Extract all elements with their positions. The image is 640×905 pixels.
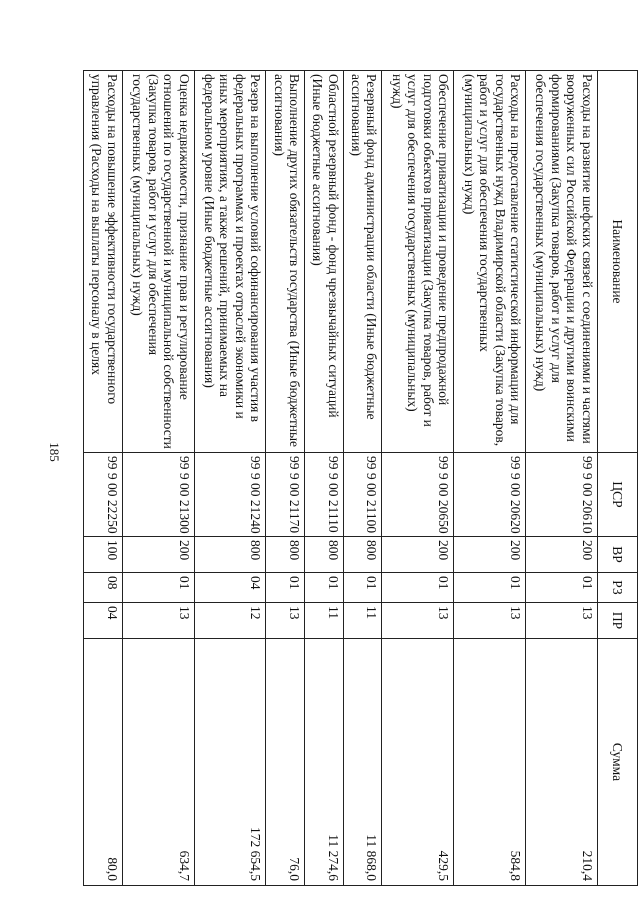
row-rz: 01 bbox=[343, 573, 382, 603]
row-sum: 584,8 bbox=[454, 639, 526, 886]
row-csr: 99 9 00 20650 bbox=[382, 453, 454, 537]
row-pr: 11 bbox=[343, 603, 382, 639]
page-number: 185 bbox=[47, 442, 62, 462]
row-pr: 12 bbox=[194, 603, 266, 639]
table-row bbox=[454, 71, 526, 886]
row-name: Областной резервный фонд - фонд чрезвычайных ситуаций (Иные бюджетные ассигнования) bbox=[305, 71, 344, 453]
row-vr: 800 bbox=[343, 537, 382, 573]
header-vr: ВР bbox=[598, 537, 638, 573]
row-sum: 76,0 bbox=[266, 639, 305, 886]
header-name: Наименование bbox=[598, 71, 638, 453]
row-pr: 13 bbox=[454, 603, 526, 639]
table-row bbox=[194, 71, 266, 886]
row-vr: 200 bbox=[454, 537, 526, 573]
row-sum: 210,4 bbox=[526, 639, 598, 886]
row-csr: 99 9 00 21170 bbox=[266, 453, 305, 537]
row-csr: 99 9 00 20620 bbox=[454, 453, 526, 537]
row-vr: 800 bbox=[266, 537, 305, 573]
row-vr: 200 bbox=[122, 537, 194, 573]
row-sum: 429,5 bbox=[382, 639, 454, 886]
budget-table bbox=[83, 70, 638, 886]
header-rz: РЗ bbox=[598, 573, 638, 603]
row-sum: 80,0 bbox=[84, 639, 123, 886]
row-csr: 99 9 00 21240 bbox=[194, 453, 266, 537]
table-header-row bbox=[598, 71, 638, 886]
row-rz: 01 bbox=[305, 573, 344, 603]
header-sum: Сумма bbox=[598, 639, 638, 886]
header-csr: ЦСР bbox=[598, 453, 638, 537]
row-rz: 01 bbox=[266, 573, 305, 603]
row-csr: 99 9 00 21300 bbox=[122, 453, 194, 537]
row-name: Оценка недвижимости, признание прав и регулирование отношений по государственной и муниципальной собственности (Закупка товаров, работ и услуг для обеспечения государственных (муниципальных) нужд) bbox=[122, 71, 194, 453]
row-rz: 04 bbox=[194, 573, 266, 603]
row-pr: 13 bbox=[526, 603, 598, 639]
row-sum: 11 868,0 bbox=[343, 639, 382, 886]
table-row bbox=[526, 71, 598, 886]
table-row bbox=[122, 71, 194, 886]
row-rz: 08 bbox=[84, 573, 123, 603]
row-csr: 99 9 00 22250 bbox=[84, 453, 123, 537]
row-name: Выполнение других обязательств государства (Иные бюджетные ассигнования) bbox=[266, 71, 305, 453]
row-rz: 01 bbox=[382, 573, 454, 603]
row-name: Расходы на предоставление статистической информации для государственных нужд Владимирской области (Закупка товаров, работ и услуг для обеспечения государственных (муниципальных) нужд) bbox=[454, 71, 526, 453]
row-vr: 800 bbox=[305, 537, 344, 573]
row-vr: 200 bbox=[526, 537, 598, 573]
row-vr: 800 bbox=[194, 537, 266, 573]
row-sum: 172 654,5 bbox=[194, 639, 266, 886]
row-csr: 99 9 00 21100 bbox=[343, 453, 382, 537]
table-row bbox=[266, 71, 305, 886]
row-vr: 200 bbox=[382, 537, 454, 573]
header-pr: ПР bbox=[598, 603, 638, 639]
rotated-table-wrapper bbox=[83, 70, 638, 885]
row-name: Резерв на выполнение условий софинансирования участия в федеральных программах и проектах отраслей экономики и иных мероприятиях, а также решений, принимаемых на федеральном уровне (Иные бюджетные ассигнования) bbox=[194, 71, 266, 453]
row-vr: 100 bbox=[84, 537, 123, 573]
row-sum: 11 274,6 bbox=[305, 639, 344, 886]
row-name: Резервный фонд администрации области (Иные бюджетные ассигнования) bbox=[343, 71, 382, 453]
row-rz: 01 bbox=[454, 573, 526, 603]
table-row bbox=[343, 71, 382, 886]
table-row bbox=[382, 71, 454, 886]
table-row bbox=[305, 71, 344, 886]
row-sum: 634,7 bbox=[122, 639, 194, 886]
row-csr: 99 9 00 20610 bbox=[526, 453, 598, 537]
row-pr: 13 bbox=[122, 603, 194, 639]
row-name: Расходы на развитие шефских связей с соединениями и частями вооруженных сил Российской Федерации и другими воинскими формированиями (Закупка товаров, работ и услуг для обеспечения государственных (муниципальных) нужд) bbox=[526, 71, 598, 453]
row-rz: 01 bbox=[526, 573, 598, 603]
row-pr: 11 bbox=[305, 603, 344, 639]
row-pr: 13 bbox=[382, 603, 454, 639]
row-rz: 01 bbox=[122, 573, 194, 603]
row-pr: 13 bbox=[266, 603, 305, 639]
row-pr: 04 bbox=[84, 603, 123, 639]
row-csr: 99 9 00 21110 bbox=[305, 453, 344, 537]
table-row bbox=[84, 71, 123, 886]
row-name: Обеспечение приватизации и проведение предпродажной подготовки объектов приватизации (Закупка товаров, работ и услуг для обеспечения государственных (муниципальных) нужд) bbox=[382, 71, 454, 453]
row-name: Расходы на повышение эффективности государственного управления (Расходы на выплаты персоналу в целях bbox=[84, 71, 123, 453]
